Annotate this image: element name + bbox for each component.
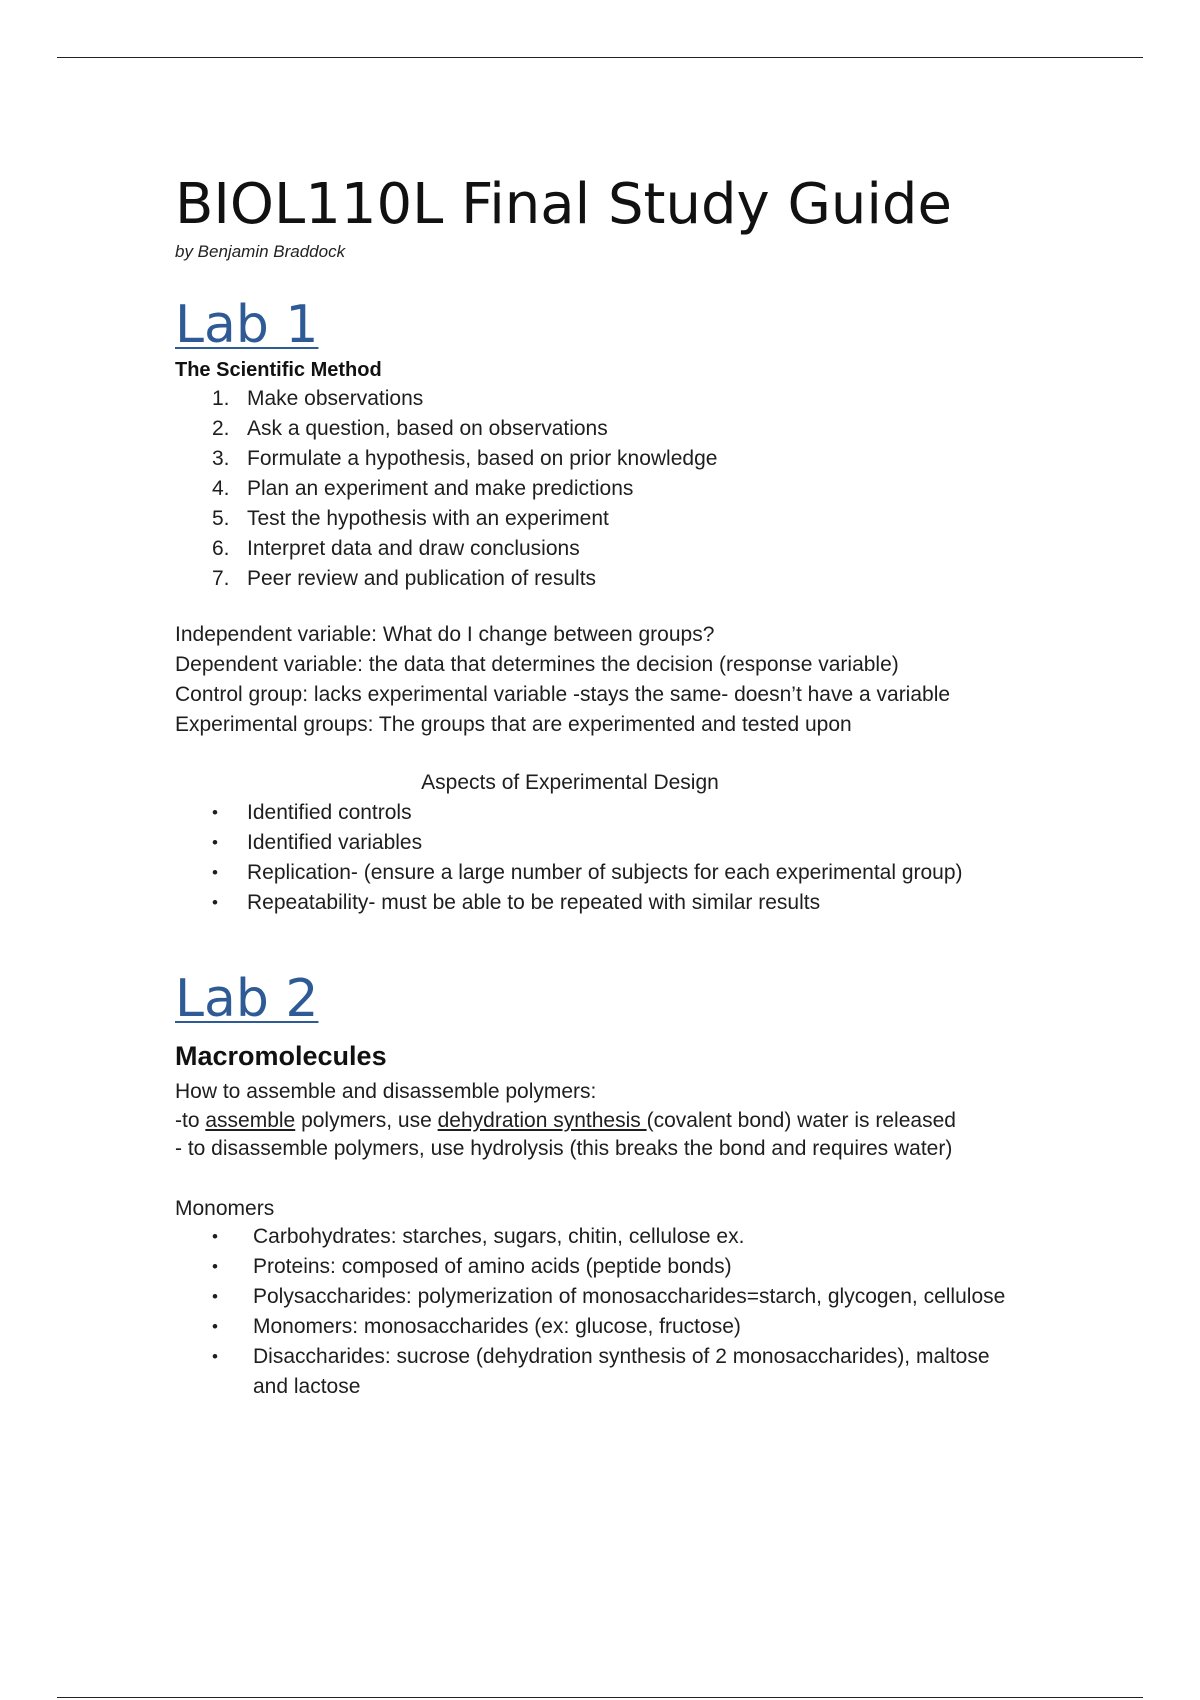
experimental-groups-definition: Experimental groups: The groups that are experimented and tested upon [175, 713, 852, 736]
list-item: 2. Ask a question, based on observations [212, 417, 608, 440]
list-item: 3. Formulate a hypothesis, based on prior knowledge [212, 447, 718, 470]
bullet-icon: • [212, 1257, 218, 1276]
list-item: • Replication- (ensure a large number of subjects for each experimental group) [212, 858, 963, 888]
bullet-icon: • [212, 1317, 218, 1336]
list-item: • Identified controls [212, 798, 963, 828]
list-item: • Identified variables [212, 828, 963, 858]
monomers-title: Monomers [175, 1197, 275, 1220]
list-item: and lactose [253, 1375, 361, 1398]
author-byline: by Benjamin Braddock [175, 242, 346, 261]
assemble-line: -to assemble polymers, use dehydration synthesis (covalent bond) water is released [175, 1109, 956, 1132]
list-item: • Repeatability- must be able to be repeated with similar results [212, 888, 963, 918]
disassemble-line: - to disassemble polymers, use hydrolysis (this breaks the bond and requires water) [175, 1137, 953, 1160]
monomers-list [212, 1222, 1005, 1402]
bullet-icon: • [212, 863, 218, 882]
macromolecules-title: Macromolecules [175, 1041, 387, 1071]
list-item: 5. Test the hypothesis with an experiment [212, 507, 609, 530]
bullet-icon: • [212, 1287, 218, 1306]
lab2-heading[interactable]: Lab 2 [175, 969, 319, 1029]
list-item: • Polysaccharides: polymerization of monosaccharides=starch, glycogen, cellulose [212, 1282, 1005, 1312]
list-item: 6. Interpret data and draw conclusions [212, 537, 580, 560]
list-item: • Proteins: composed of amino acids (peptide bonds) [212, 1252, 1005, 1282]
scientific-method-steps [212, 384, 717, 594]
bullet-icon: • [212, 1227, 218, 1246]
list-item: • Carbohydrates: starches, sugars, chitin, cellulose ex. [212, 1222, 1005, 1252]
bullet-icon: • [212, 1347, 218, 1366]
control-group-definition: Control group: lacks experimental variable -stays the same- doesn’t have a variable [175, 683, 951, 706]
polymers-intro: How to assemble and disassemble polymers: [175, 1080, 597, 1103]
bullet-icon: • [212, 833, 218, 852]
lab1-heading[interactable]: Lab 1 [175, 295, 319, 355]
independent-variable-definition: Independent variable: What do I change between groups? [175, 623, 715, 646]
list-item: 1. Make observations [212, 387, 424, 410]
dehydration-synthesis-term: dehydration synthesis [437, 1109, 647, 1132]
bullet-icon: • [212, 803, 218, 822]
footer-rule [57, 1697, 1143, 1698]
assemble-term: assemble [205, 1109, 296, 1132]
list-item: • Monomers: monosaccharides (ex: glucose, fructose) [212, 1312, 1005, 1342]
dependent-variable-definition: Dependent variable: the data that determines the decision (response variable) [175, 653, 899, 676]
experimental-design-title: Aspects of Experimental Design [421, 771, 719, 794]
header-rule [57, 57, 1143, 58]
experimental-design-list [212, 798, 963, 918]
list-item: 4. Plan an experiment and make predictions [212, 477, 634, 500]
list-item: • Disaccharides: sucrose (dehydration synthesis of 2 monosaccharides), maltose [212, 1342, 1005, 1372]
list-item: 7. Peer review and publication of results [212, 567, 597, 590]
bullet-icon: • [212, 893, 218, 912]
scientific-method-title: The Scientific Method [175, 359, 382, 381]
document-title: BIOL110L Final Study Guide [175, 172, 952, 237]
